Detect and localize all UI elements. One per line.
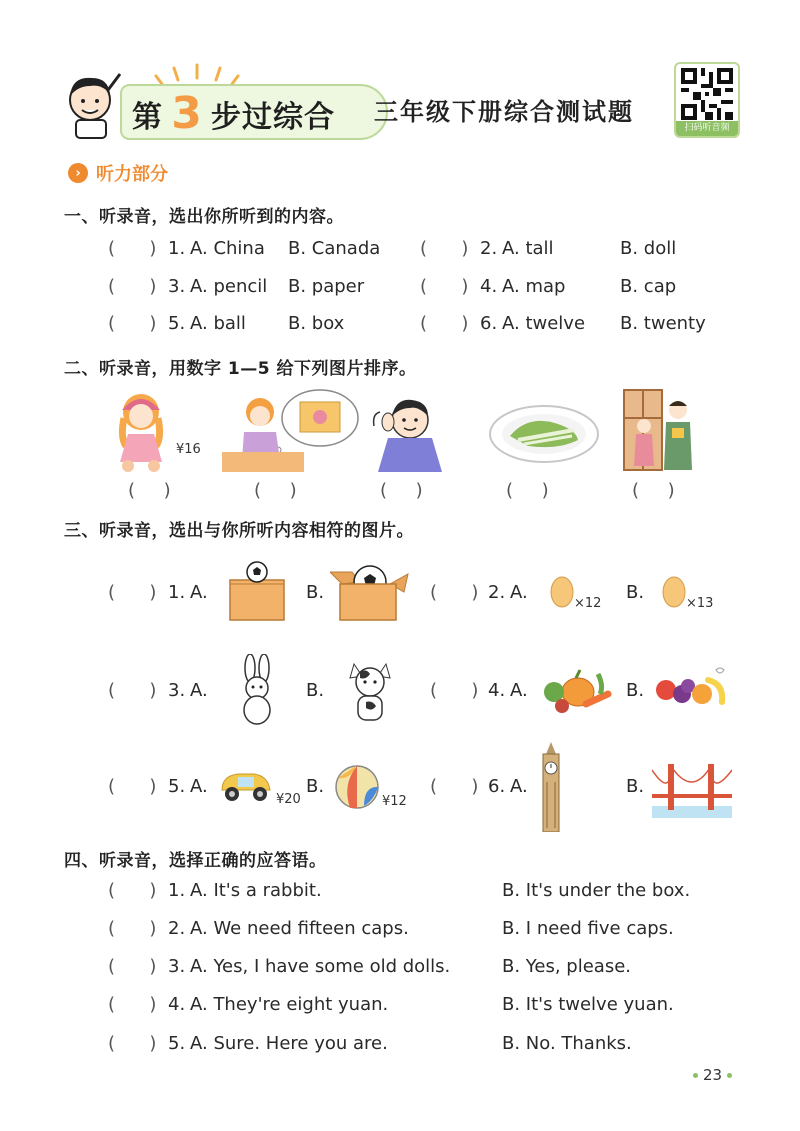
answer-blank[interactable]: ( ) [108, 276, 157, 297]
answer-blank[interactable]: ( ) [108, 313, 157, 334]
item-number: 2. [168, 918, 186, 939]
order-blank[interactable]: ( ) [380, 480, 423, 501]
answer-blank[interactable]: ( ) [108, 956, 157, 977]
arrow-circle-icon: › [68, 163, 88, 183]
page-header [62, 62, 742, 142]
option-a: A. [190, 582, 208, 603]
part-label-text: 听力部分 [96, 164, 168, 185]
item-number: 5. [168, 313, 186, 334]
item-number: 6. [488, 776, 506, 797]
answer-blank[interactable]: ( ) [108, 880, 157, 901]
page-number [688, 1066, 737, 1084]
option-b: B. No. Thanks. [502, 1033, 632, 1054]
qr-caption: 扫码听音频 [676, 121, 738, 136]
answer-blank[interactable]: ( ) [420, 313, 469, 334]
banner-suffix: 步过综合 [211, 100, 335, 135]
item-number: 2. [488, 582, 506, 603]
option-b: B. It's under the box. [502, 880, 691, 901]
section-3-title: 三、听录音，选出与你所听内容相符的图片。 [64, 521, 414, 541]
cat-icon [346, 658, 394, 722]
dot-icon [727, 1073, 732, 1078]
boy-mascot-icon [62, 70, 124, 140]
qr-code-icon [681, 68, 733, 120]
answer-blank[interactable]: ( ) [108, 1033, 157, 1054]
option-a: A. We need fifteen caps. [190, 918, 409, 939]
item-number: 5. [168, 1033, 186, 1054]
vegetables-plate-picture-icon [488, 400, 600, 464]
answer-blank[interactable]: ( ) [108, 238, 157, 259]
item-number: 2. [480, 238, 498, 259]
big-ben-icon [538, 742, 564, 832]
door-people-picture-icon [622, 388, 698, 472]
option-a: A. map [502, 276, 566, 297]
page-title: 三年级下册综合测试题 [374, 98, 634, 126]
option-b: B. [306, 680, 325, 701]
golden-gate-bridge-icon [652, 758, 732, 818]
egg-icon [662, 576, 686, 608]
answer-blank[interactable]: ( ) [430, 776, 479, 797]
item-number: 5. [168, 776, 186, 797]
option-a: A. [510, 680, 528, 701]
option-b: B. [626, 582, 645, 603]
option-b: B. Canada [288, 238, 381, 259]
option-a: A. Yes, I have some old dolls. [190, 956, 451, 977]
item-number: 1. [168, 582, 186, 603]
answer-blank[interactable]: ( ) [420, 276, 469, 297]
rabbit-icon [234, 654, 280, 726]
option-b: B. I need five caps. [502, 918, 674, 939]
option-a: A. pencil [190, 276, 268, 297]
step-banner [120, 84, 388, 140]
egg-count-b: ×13 [686, 596, 714, 611]
toy-car-icon [218, 764, 274, 804]
option-b: B. cap [620, 276, 677, 297]
beach-ball-icon [334, 764, 380, 810]
option-a: A. tall [502, 238, 554, 259]
item-number: 4. [168, 994, 186, 1015]
answer-blank[interactable]: ( ) [108, 776, 157, 797]
option-a: A. China [190, 238, 265, 259]
order-blank[interactable]: ( ) [128, 480, 171, 501]
item-number: 4. [488, 680, 506, 701]
option-a: A. [190, 776, 208, 797]
option-b: B. paper [288, 276, 365, 297]
option-a: A. It's a rabbit. [190, 880, 322, 901]
sun-rays-icon [152, 62, 242, 86]
doll-picture-icon [108, 388, 174, 472]
option-b: B. box [288, 313, 345, 334]
answer-blank[interactable]: ( ) [430, 680, 479, 701]
item-number: 1. [168, 238, 186, 259]
option-b: B. It's twelve yuan. [502, 994, 674, 1015]
option-b: B. Yes, please. [502, 956, 631, 977]
option-a: A. [510, 582, 528, 603]
egg-count-a: ×12 [574, 596, 602, 611]
option-a: A. ball [190, 313, 246, 334]
doll-price: ¥16 [176, 442, 201, 457]
item-number: 1. [168, 880, 186, 901]
dot-icon [693, 1073, 698, 1078]
boy-listening-picture-icon [370, 396, 450, 472]
banner-number: 3 [171, 88, 203, 139]
order-blank[interactable]: ( ) [632, 480, 675, 501]
option-b: B. [306, 582, 325, 603]
answer-blank[interactable]: ( ) [108, 994, 157, 1015]
option-b: B. [626, 680, 645, 701]
option-b: B. [306, 776, 325, 797]
option-a: A. twelve [502, 313, 586, 334]
section-1-title: 一、听录音，选出你所听到的内容。 [64, 207, 344, 227]
answer-blank[interactable]: ( ) [108, 680, 157, 701]
order-blank[interactable]: ( ) [254, 480, 297, 501]
item-number: 3. [168, 956, 186, 977]
option-b: B. twenty [620, 313, 706, 334]
car-price: ¥20 [276, 792, 301, 807]
ball-on-box-icon [226, 560, 288, 622]
option-b: B. [626, 776, 645, 797]
option-a: A. Sure. Here you are. [190, 1033, 388, 1054]
option-a: A. [190, 680, 208, 701]
girl-drawing-picture-icon [222, 388, 360, 474]
answer-blank[interactable]: ( ) [108, 582, 157, 603]
option-b: B. doll [620, 238, 677, 259]
item-number: 6. [480, 313, 498, 334]
answer-blank[interactable]: ( ) [430, 582, 479, 603]
ball-price: ¥12 [382, 794, 407, 809]
option-a: A. They're eight yuan. [190, 994, 389, 1015]
option-a: A. [510, 776, 528, 797]
answer-blank[interactable]: ( ) [108, 918, 157, 939]
section-2-title: 二、听录音，用数字 1—5 给下列图片排序。 [64, 359, 417, 379]
page-number-text: 23 [703, 1066, 723, 1084]
vegetables-icon [542, 664, 612, 714]
item-number: 3. [168, 276, 186, 297]
section-4-title: 四、听录音，选择正确的应答语。 [64, 851, 327, 871]
order-blank[interactable]: ( ) [506, 480, 549, 501]
item-number: 4. [480, 276, 498, 297]
answer-blank[interactable]: ( ) [420, 238, 469, 259]
banner-prefix: 第 [132, 100, 163, 135]
listening-part-label [68, 160, 168, 186]
fruits-icon [652, 664, 728, 710]
qr-code[interactable] [674, 62, 740, 138]
item-number: 3. [168, 680, 186, 701]
ball-in-box-icon [330, 562, 410, 622]
egg-icon [550, 576, 574, 608]
